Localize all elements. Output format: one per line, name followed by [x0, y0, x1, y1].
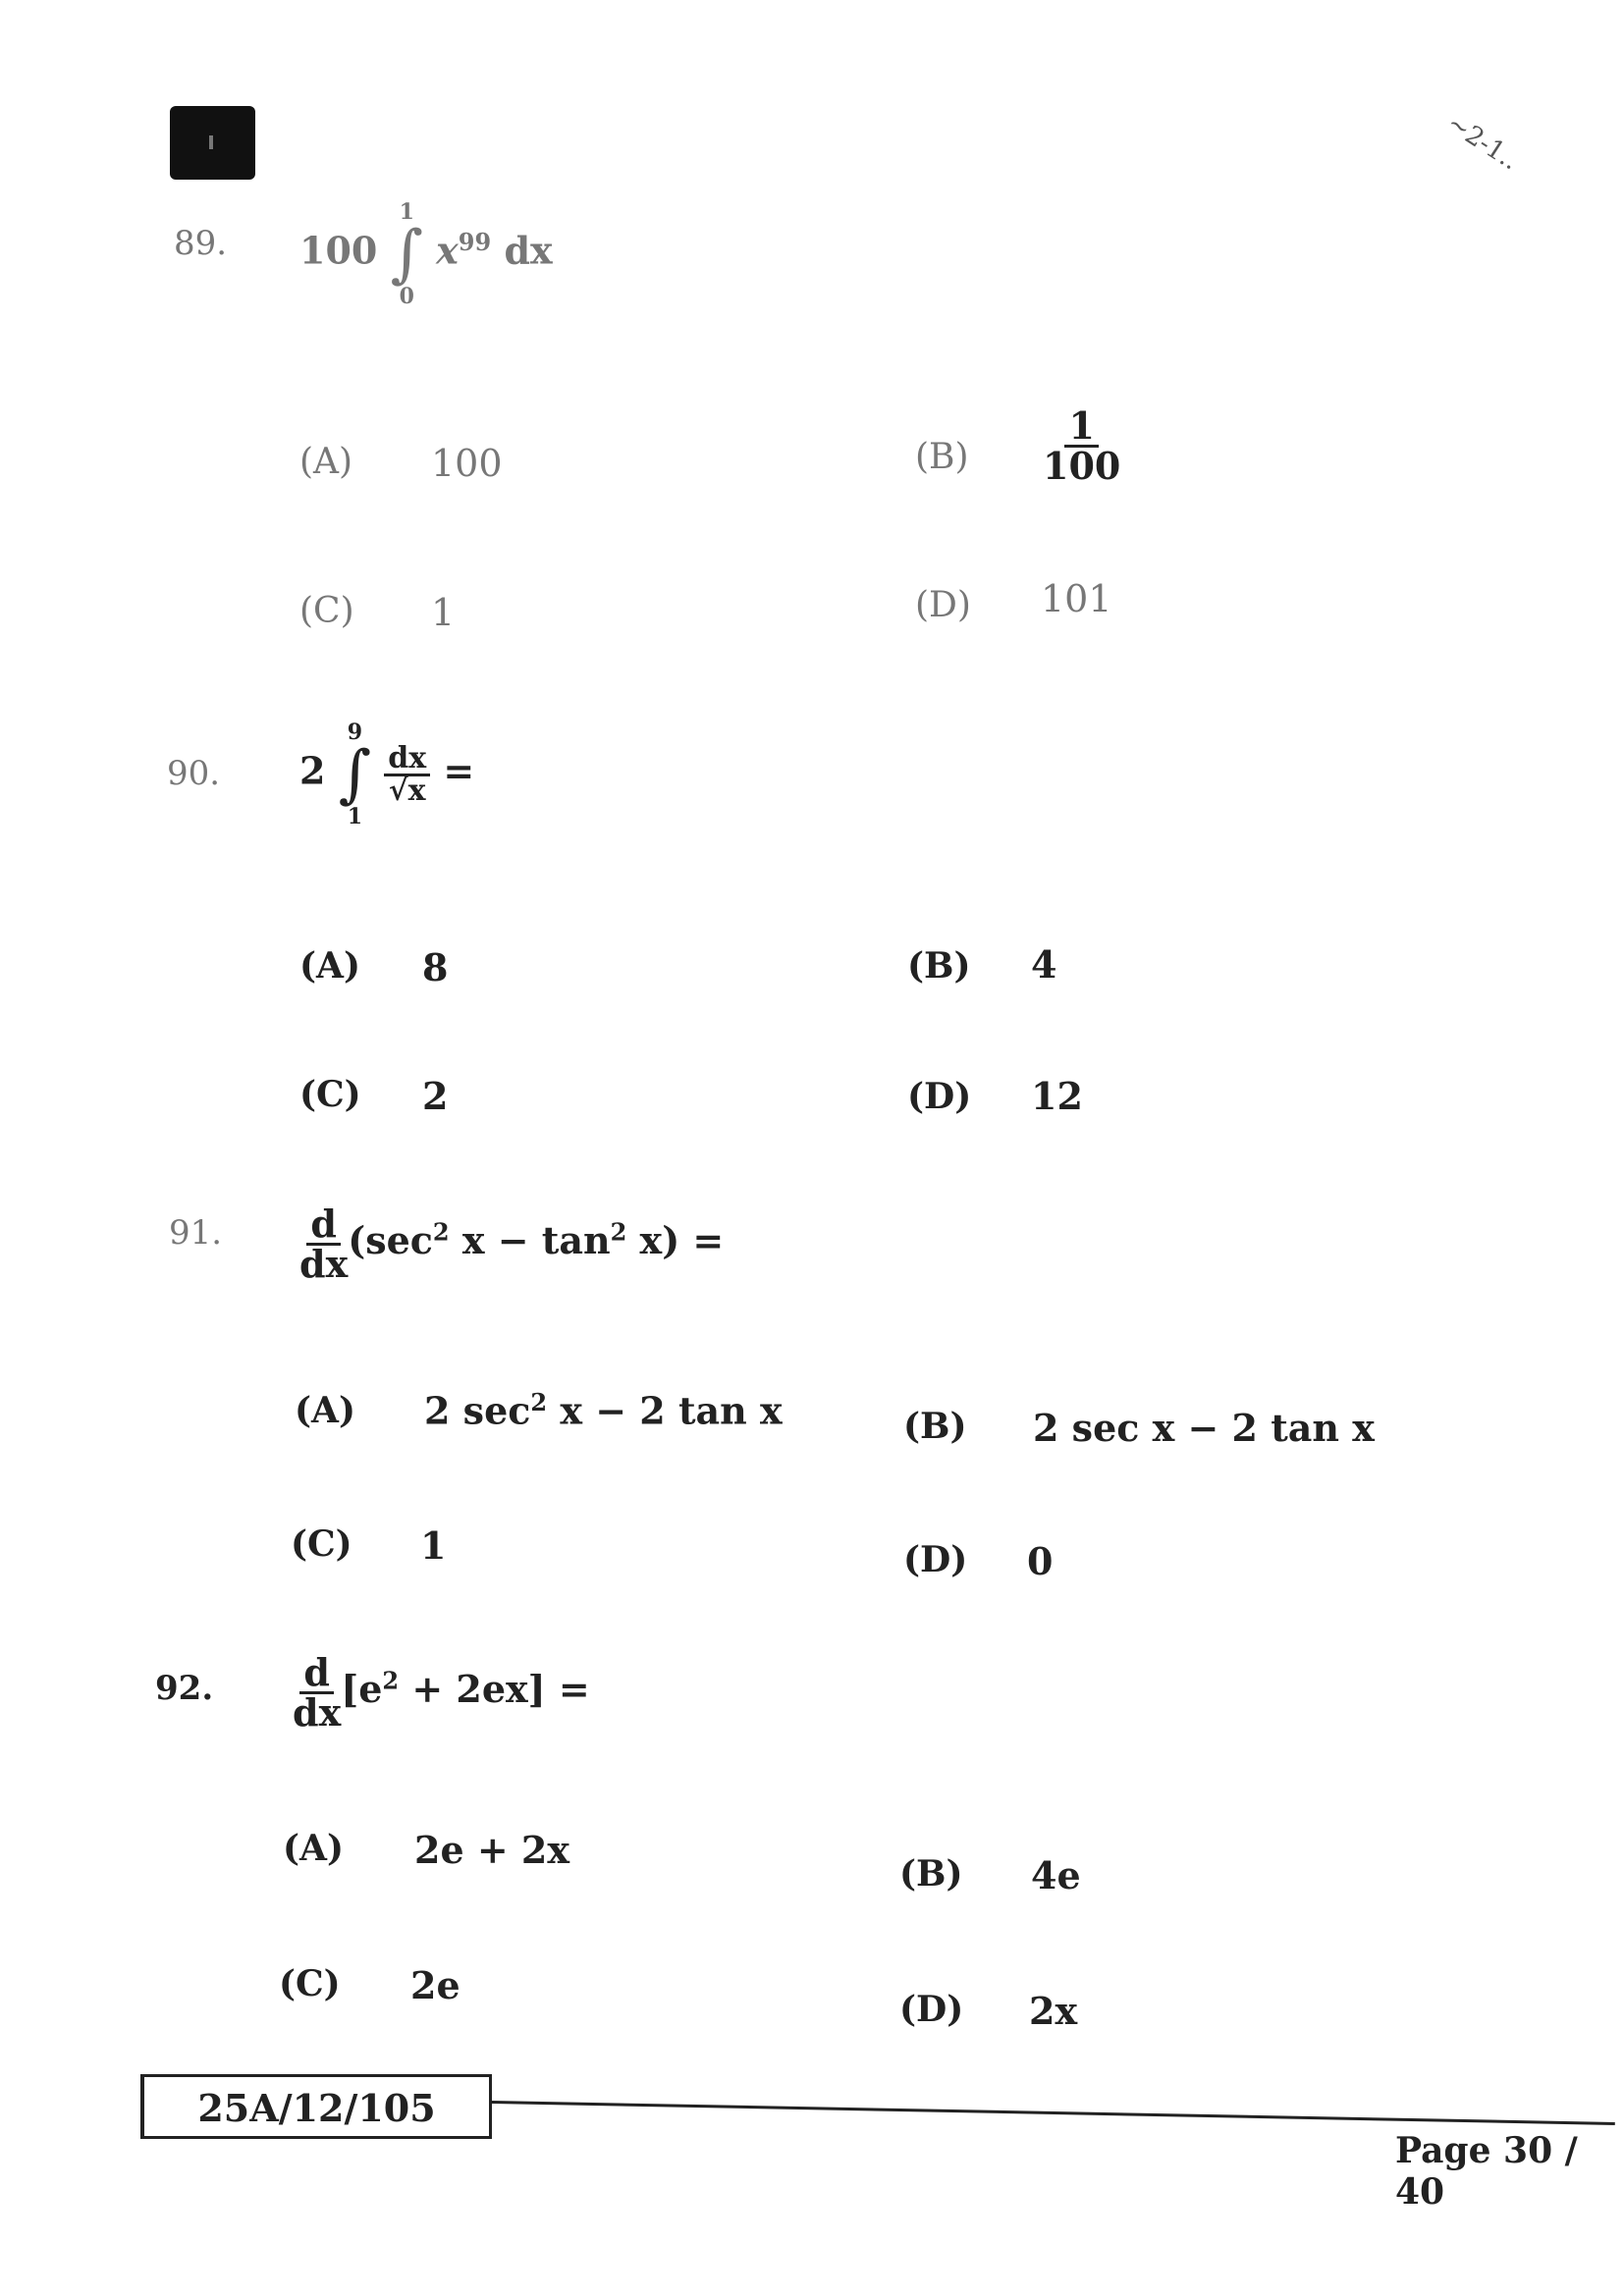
exponent: 2: [382, 1666, 400, 1695]
denominator: √x: [388, 773, 426, 808]
option-label: (B): [903, 1406, 967, 1447]
question-92-expression: [293, 1650, 590, 1735]
expr-part: 2 sec: [424, 1388, 531, 1433]
option-value: 4e: [1031, 1853, 1081, 1897]
option-value: [1043, 403, 1121, 488]
expr-part: (sec: [348, 1218, 433, 1262]
option-label: (B): [915, 437, 969, 477]
coefficient: 100: [299, 228, 378, 273]
page-number: Page 30 / 40: [1395, 2130, 1578, 2213]
option-label: (D): [899, 1989, 964, 2030]
option-label: (C): [279, 1963, 341, 2004]
option-value: 2e + 2x: [414, 1828, 570, 1872]
handwritten-annotation: ~2-1..: [1441, 108, 1524, 177]
option-label: (C): [291, 1523, 352, 1565]
coefficient: 2: [299, 748, 326, 793]
option-label: (D): [903, 1539, 968, 1580]
expr-part: + 2ex] =: [399, 1667, 590, 1711]
lower-limit: 1: [347, 804, 363, 829]
question-89-expression: [299, 201, 553, 307]
upper-limit: 1: [399, 199, 414, 225]
option-value: 1: [431, 591, 456, 634]
option-label: (C): [299, 1074, 361, 1115]
option-value: 2 sec x − 2 tan x: [1033, 1406, 1375, 1450]
option-value: 8: [422, 945, 449, 989]
option-value: 101: [1041, 577, 1112, 620]
option-value: 1: [420, 1523, 447, 1568]
numerator: dx: [384, 744, 430, 776]
differential: dx: [504, 228, 553, 273]
numerator: d: [306, 1205, 341, 1246]
option-label: (B): [907, 945, 971, 987]
option-value: 12: [1031, 1074, 1083, 1118]
lower-limit: 0: [399, 284, 414, 309]
exponent: 99: [458, 227, 492, 256]
option-label: (B): [899, 1853, 963, 1895]
option-value: 0: [1027, 1539, 1054, 1583]
exponent: 2: [530, 1388, 548, 1416]
upper-limit: 9: [347, 720, 363, 745]
option-label: (A): [299, 442, 353, 482]
expr-part: x − tan: [449, 1218, 611, 1262]
equals: =: [443, 748, 475, 793]
exponent: 2: [432, 1217, 450, 1247]
expr-part: [e: [341, 1667, 383, 1711]
numerator: 1: [1064, 407, 1098, 448]
numerator: d: [299, 1654, 334, 1694]
denominator: 100: [1043, 444, 1121, 488]
question-number: 90.: [167, 754, 221, 793]
expr-part: x) =: [626, 1218, 725, 1262]
option-value: 2: [422, 1074, 449, 1118]
expr-part: x − 2 tan x: [547, 1388, 783, 1433]
option-label: (D): [907, 1076, 972, 1117]
question-number: 92.: [155, 1669, 214, 1708]
option-value: 2x: [1029, 1989, 1078, 2033]
option-value: 4: [1031, 942, 1057, 987]
option-label: (A): [283, 1828, 344, 1869]
question-number: 89.: [174, 224, 228, 263]
footer-divider: [491, 2101, 1615, 2125]
integral-sign: 9 ∫ 1: [338, 720, 372, 829]
option-label: (A): [295, 1390, 355, 1431]
option-label: (C): [299, 591, 354, 631]
paper-code: 25A/12/105: [140, 2074, 492, 2139]
exponent: 2: [610, 1217, 627, 1247]
option-value: 2e: [410, 1963, 460, 2007]
corner-mark: [170, 106, 255, 180]
option-value: 100: [431, 442, 503, 485]
question-90-expression: [299, 721, 474, 828]
option-label: (A): [299, 945, 360, 987]
denominator: dx: [293, 1690, 342, 1735]
integrand: x: [436, 228, 459, 273]
question-number: 91.: [169, 1213, 223, 1253]
option-value: [424, 1388, 783, 1433]
denominator: dx: [299, 1242, 349, 1286]
integral-sign: 1 ∫ 0: [390, 199, 423, 309]
option-label: (D): [915, 585, 971, 625]
question-91-expression: [299, 1201, 725, 1286]
